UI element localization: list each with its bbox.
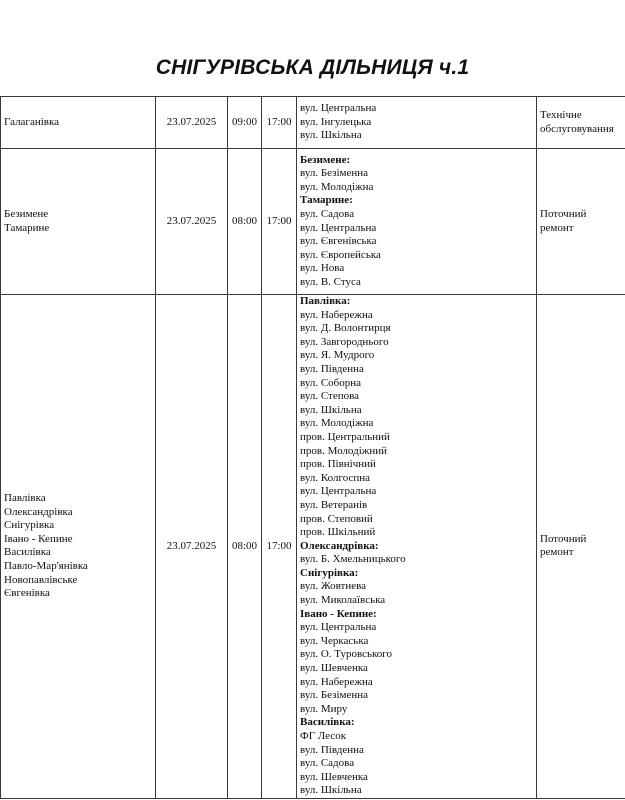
street-name: вул. Степова	[300, 390, 360, 403]
street-name: вул. Центральна	[300, 221, 377, 234]
work-type-line: ремонт	[540, 546, 574, 559]
streets-cell	[297, 149, 537, 295]
street-name: вул. Молодіжна	[300, 180, 374, 193]
settlement-cell	[1, 149, 156, 295]
street-name: вул. Б. Хмельницького	[300, 553, 406, 566]
work-type-cell	[537, 97, 625, 149]
street-name: вул. В. Стуса	[300, 275, 361, 288]
street-name: пров. Центральний	[300, 430, 390, 443]
settlement-heading: Олександрівка:	[300, 539, 379, 552]
street-name: вул. Д. Волонтирця	[300, 322, 391, 335]
streets-cell	[297, 97, 537, 149]
street-name: вул. Безіменна	[300, 167, 369, 180]
date-cell: 23.07.2025	[156, 149, 228, 295]
table-row	[1, 295, 625, 799]
settlement-name: Галаганівка	[4, 115, 60, 128]
street-name: вул. Шкільна	[300, 129, 362, 142]
work-type-line: Поточний	[540, 207, 587, 220]
schedule-body	[1, 97, 625, 799]
street-name: вул. Молодіжна	[300, 417, 374, 430]
date-cell: 23.07.2025	[156, 295, 228, 799]
settlement-name: Івано - Кепине	[4, 532, 73, 545]
street-name: вул. Набережна	[300, 675, 373, 688]
street-name: вул. Безіменна	[300, 689, 369, 702]
street-name: пров. Степовий	[300, 512, 373, 525]
time-end-cell: 17:00	[262, 97, 297, 149]
street-name: пров. Молодіжний	[300, 444, 388, 457]
table-row	[1, 149, 625, 295]
street-name: вул. Ветеранів	[300, 498, 368, 511]
street-name: вул. Черкаська	[300, 634, 369, 647]
settlement-name: Тамарине	[4, 221, 50, 234]
settlement-name: Олександрівка	[4, 505, 73, 518]
settlement-name: Павлівка	[4, 492, 46, 505]
settlement-name: Новопавлівське	[4, 573, 78, 586]
street-name: вул. Колгоспна	[300, 471, 371, 484]
street-name: вул. Південна	[300, 362, 364, 375]
street-name: вул. Шевченка	[300, 770, 368, 783]
time-start-cell: 08:00	[228, 149, 262, 295]
work-type-line: обслуговування	[540, 122, 614, 135]
street-name: вул. Шкільна	[300, 403, 362, 416]
settlement-name: Безимене	[4, 207, 49, 220]
street-name: вул. О. Туровського	[300, 648, 392, 661]
settlement-cell	[1, 97, 156, 149]
street-name: вул. Миру	[300, 702, 348, 715]
page-title: СНІГУРІВСЬКА ДІЛЬНИЦЯ ч.1	[155, 56, 470, 79]
street-name: вул. Центральна	[300, 102, 377, 115]
settlement-name: Снігурівка	[4, 519, 55, 532]
date-cell: 23.07.2025	[156, 97, 228, 149]
work-type-cell	[537, 149, 625, 295]
street-name: вул. Набережна	[300, 308, 373, 321]
outage-schedule-table	[0, 96, 625, 799]
settlement-cell	[1, 295, 156, 799]
street-name: пров. Шкільний	[300, 526, 376, 539]
work-type-line: Поточний	[540, 532, 587, 545]
street-name: вул. Нова	[300, 262, 345, 275]
table-row	[1, 97, 625, 149]
street-name: вул. Південна	[300, 743, 364, 756]
street-name: вул. Інгулецька	[300, 115, 372, 128]
settlement-heading: Снігурівка:	[300, 566, 359, 579]
settlement-heading: Тамарине:	[300, 194, 353, 207]
street-name: вул. Шевченка	[300, 662, 368, 675]
street-name: вул. Соборна	[300, 376, 362, 389]
settlement-heading: Василівка:	[300, 716, 355, 729]
street-name: пров. Північний	[300, 458, 376, 471]
street-name: вул. Садова	[300, 207, 355, 220]
street-name: вул. Я. Мудрого	[300, 349, 375, 362]
street-name: вул. Миколаївська	[300, 594, 386, 607]
settlement-heading: Івано - Кепине:	[300, 607, 377, 620]
time-start-cell: 08:00	[228, 295, 262, 799]
street-name: вул. Центральна	[300, 485, 377, 498]
time-start-cell: 09:00	[228, 97, 262, 149]
settlement-name: Василівка	[4, 546, 51, 559]
street-name: вул. Шкільна	[300, 784, 362, 797]
settlement-heading: Павлівка:	[300, 295, 351, 307]
street-name: вул. Жовтнева	[300, 580, 367, 593]
streets-cell	[297, 295, 537, 799]
settlement-name: Павло-Мар'янівка	[4, 560, 88, 573]
settlement-heading: Безимене:	[300, 153, 351, 166]
street-name: вул. Завгороднього	[300, 335, 389, 348]
street-name: ФГ Лесок	[300, 730, 347, 742]
work-type-line: Технічне	[540, 108, 582, 121]
time-end-cell: 17:00	[262, 149, 297, 295]
street-name: вул. Центральна	[300, 621, 377, 634]
settlement-name: Євгенівка	[4, 587, 50, 600]
street-name: вул. Садова	[300, 757, 355, 770]
street-name: вул. Європейська	[300, 248, 381, 261]
street-name: вул. Євгенівська	[300, 235, 377, 248]
work-type-line: ремонт	[540, 221, 574, 234]
work-type-cell	[537, 295, 625, 799]
time-end-cell: 17:00	[262, 295, 297, 799]
